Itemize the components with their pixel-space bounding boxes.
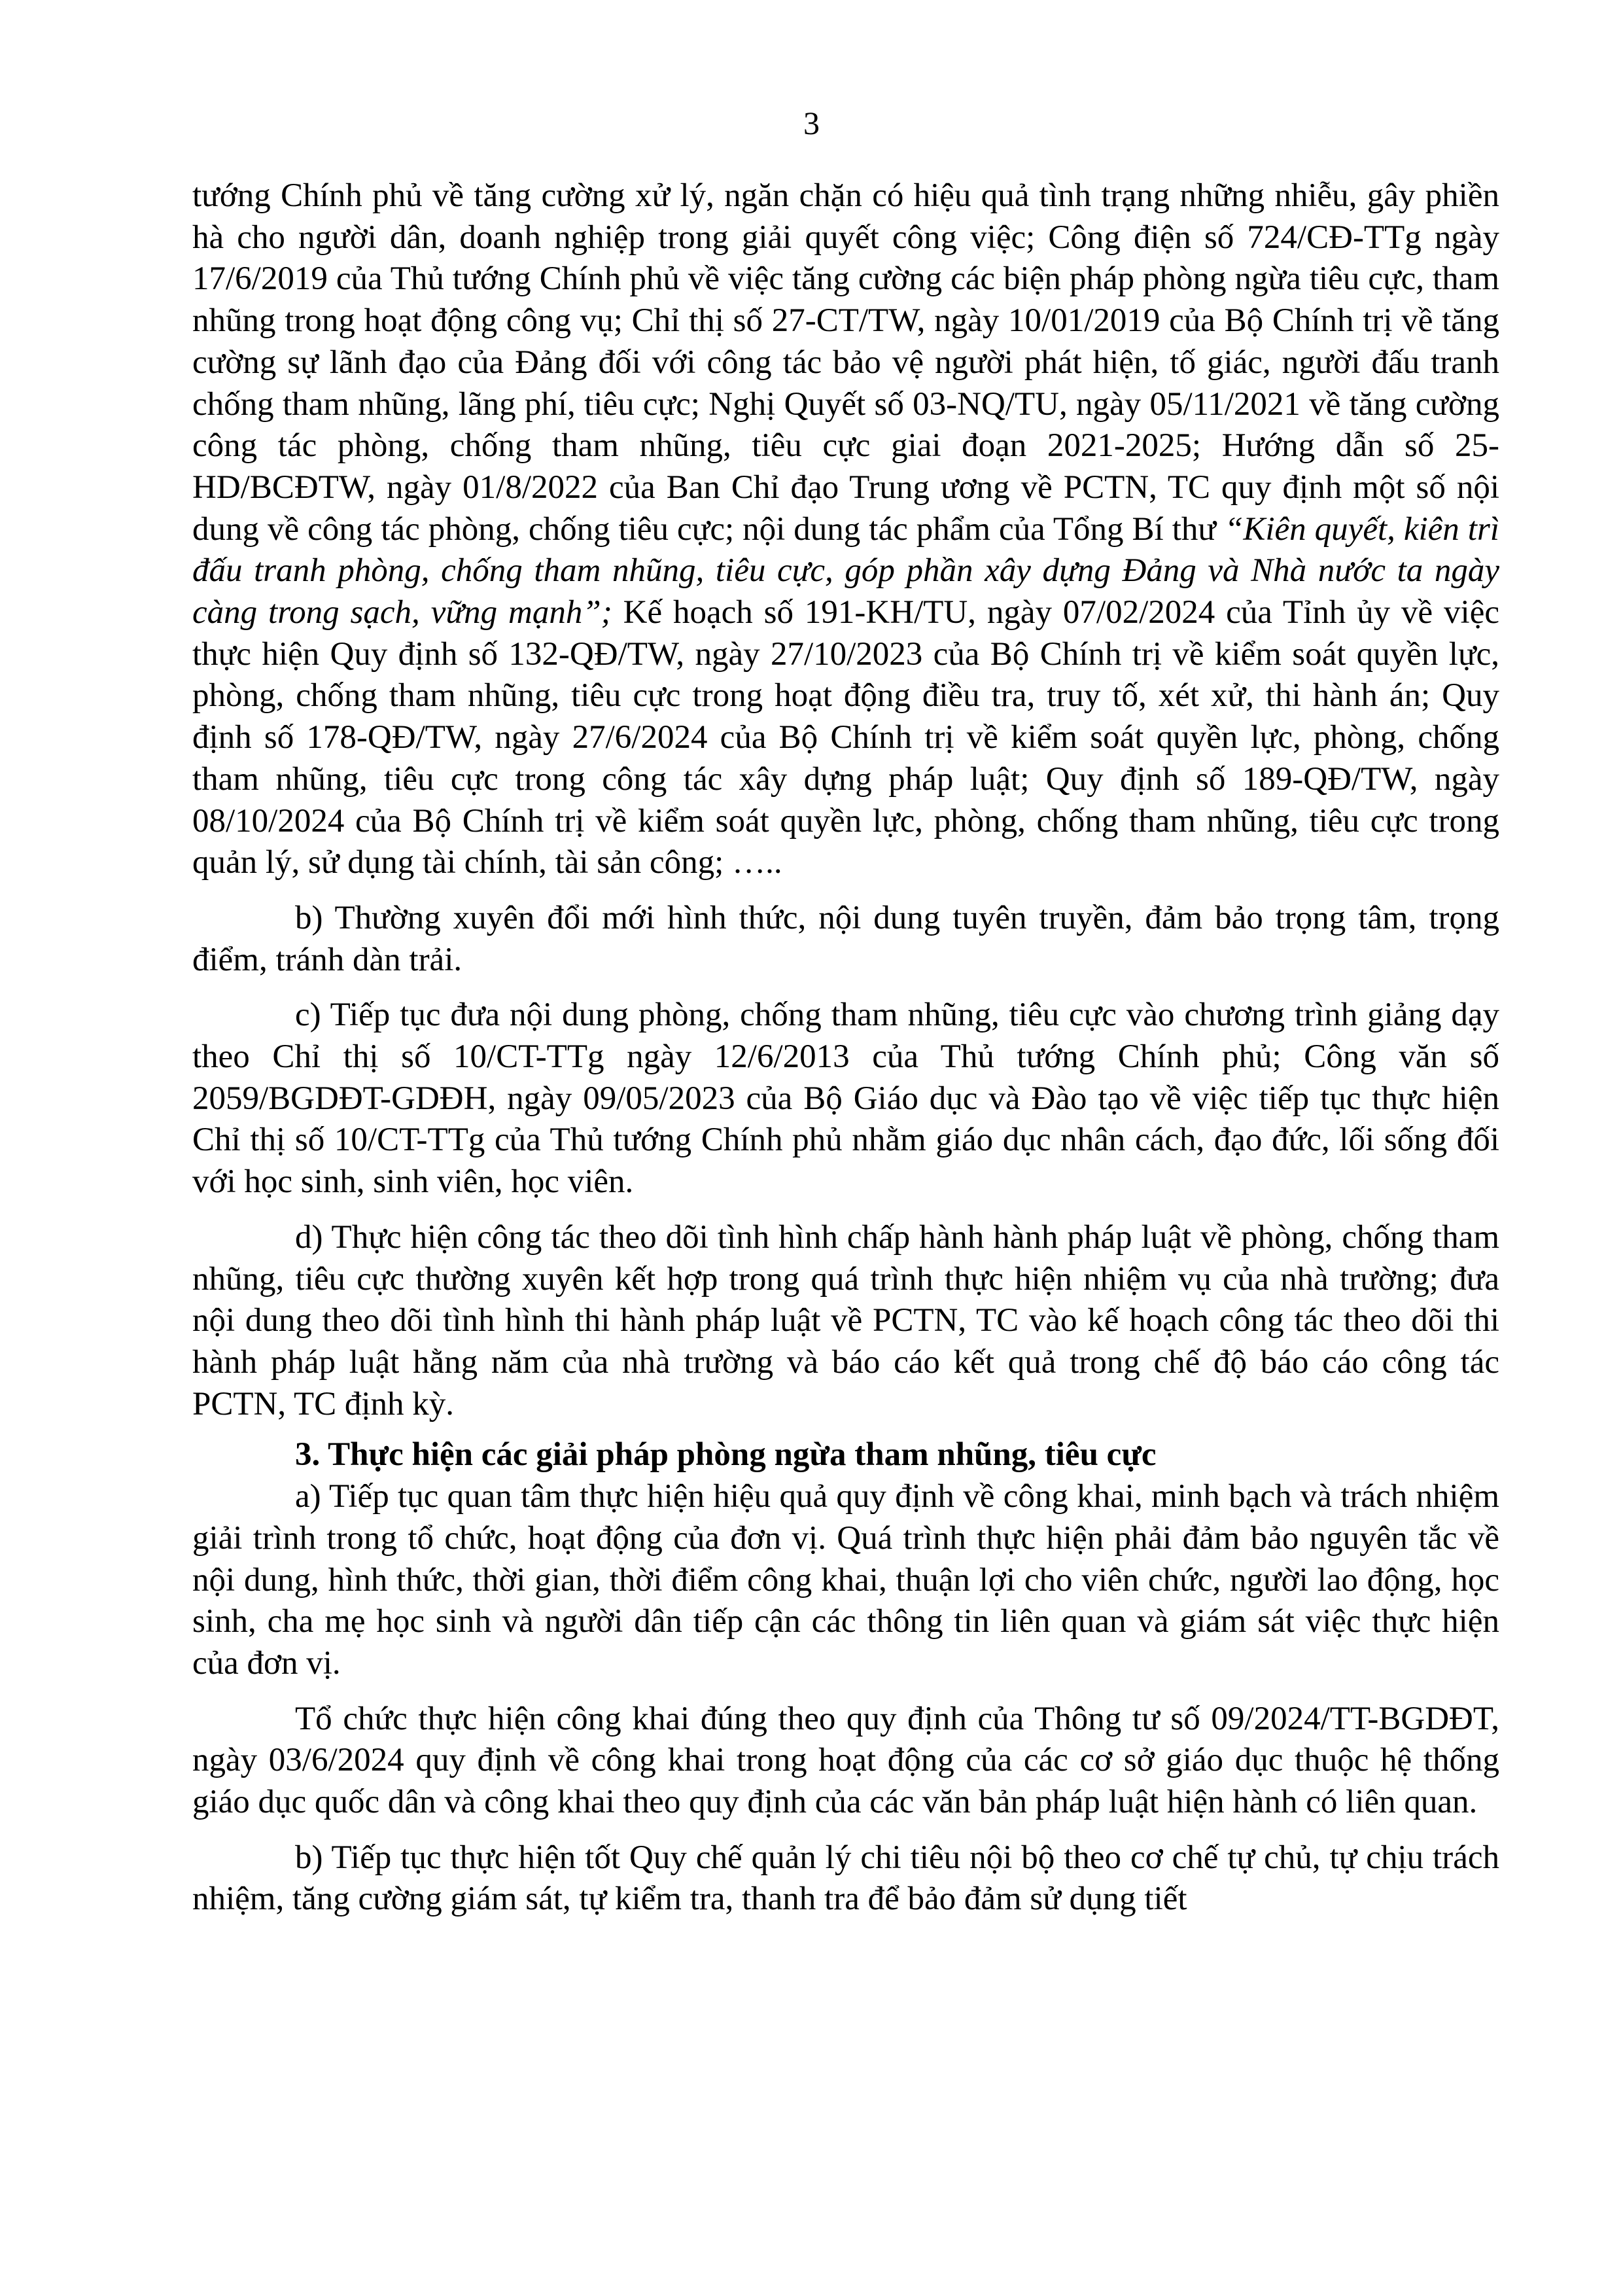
document-body <box>192 175 1499 1920</box>
page-number: 3 <box>803 105 820 141</box>
paragraph-item-c: c) Tiếp tục đưa nội dung phòng, chống tham nhũng, tiêu cực vào chương trình giảng dạy theo Chỉ thị số 10/CT-TTg ngày 12/6/2013 của Thủ tướng Chính phủ; Công văn số 2059/BGDĐT-GDĐH, ngày 09/05/2023 của Bộ Giáo dục và Đào tạo về việc tiếp tục thực hiện Chỉ thị số 10/CT-TTg của Thủ tướng Chính phủ nhằm giáo dục nhân cách, đạo đức, lối sống đối với học sinh, sinh viên, học viên. <box>192 997 1499 1201</box>
paragraph-text: tướng Chính phủ về tăng cường xử lý, ngăn chặn có hiệu quả tình trạng những nhiễu, gây phiền hà cho người dân, doanh nghiệp trong giải quyết công việc; Công điện số 724/CĐ-TTg ngày 17/6/2019 của Thủ tướng Chính phủ về việc tăng cường các biện pháp phòng ngừa tiêu cực, tham nhũng trong hoạt động công vụ; Chỉ thị số 27-CT/TW, ngày 10/01/2019 của Bộ Chính trị về tăng cường sự lãnh đạo của Đảng đối với công tác bảo vệ người phát hiện, tố giác, người đấu tranh chống tham nhũng, lãng phí, tiêu cực; Nghị Quyết số 03-NQ/TU, ngày 05/11/2021 về tăng cường công tác phòng, chống tham nhũng, tiêu cực giai đoạn 2021-2025; Hướng dẫn số 25-HD/BCĐTW, ngày 01/8/2022 của Ban Chỉ đạo Trung ương về PCTN, TC quy định một số nội dung về công tác phòng, chống tiêu cực; nội dung tác phẩm của Tổng Bí thư <box>192 177 1499 548</box>
section-heading-3: 3. Thực hiện các giải pháp phòng ngừa tham nhũng, tiêu cực <box>295 1436 1157 1474</box>
paragraph-text: Kế hoạch số 191-KH/TU, ngày 07/02/2024 của Tỉnh ủy về việc thực hiện Quy định số 132-QĐ/TW, ngày 27/10/2023 của Bộ Chính trị về kiểm soát quyền lực, phòng, chống tham nhũng, tiêu cực trong hoạt động điều tra, truy tố, xét xử, thi hành án; Quy định số 178-QĐ/TW, ngày 27/6/2024 của Bộ Chính trị về kiểm soát quyền lực, phòng, chống tham nhũng, tiêu cực trong công tác xây dựng pháp luật; Quy định số 189-QĐ/TW, ngày 08/10/2024 của Bộ Chính trị về kiểm soát quyền lực, phòng, chống tham nhũng, tiêu cực trong quản lý, sử dụng tài chính, tài sản công; ….. <box>192 594 1499 881</box>
paragraph-item-d: d) Thực hiện công tác theo dõi tình hình chấp hành hành pháp luật về phòng, chống tham nhũng, tiêu cực thường xuyên kết hợp trong quá trình thực hiện nhiệm vụ của nhà trường; đưa nội dung theo dõi tình hình thi hành pháp luật về PCTN, TC vào kế hoạch công tác theo dõi thi hành pháp luật hằng năm của nhà trường và báo cáo kết quả trong chế độ báo cáo công tác PCTN, TC định kỳ. <box>192 1218 1499 1422</box>
paragraph-item-a: a) Tiếp tục quan tâm thực hiện hiệu quả quy định về công khai, minh bạch và trách nhiệm giải trình trong tổ chức, hoạt động của đơn vị. Quá trình thực hiện phải đảm bảo nguyên tắc về nội dung, hình thức, thời gian, thời điểm công khai, thuận lợi cho viên chức, người lao động, học sinh, cha mẹ học sinh và người dân tiếp cận các thông tin liên quan và giám sát việc thực hiện của đơn vị. <box>192 1478 1499 1682</box>
italic-quote: “Kiên quyết, kiên trì đấu tranh phòng, chống tham nhũng, tiêu cực, góp phần xây dựng Đảng và Nhà nước ta ngày càng trong sạch, vững mạnh”; <box>192 510 1499 631</box>
paragraph-legal-references <box>192 175 1499 884</box>
paragraph-public-disclosure: Tổ chức thực hiện công khai đúng theo quy định của Thông tư số 09/2024/TT-BGDĐT, ngày 03/6/2024 quy định về công khai trong hoạt động của các cơ sở giáo dục thuộc hệ thống giáo dục quốc dân và công khai theo quy định của các văn bản pháp luật hiện hành có liên quan. <box>192 1700 1499 1821</box>
paragraph-item-b: b) Thường xuyên đổi mới hình thức, nội dung tuyên truyền, đảm bảo trọng tâm, trọng điểm, tránh dàn trải. <box>192 899 1499 978</box>
paragraph-item-b-spending: b) Tiếp tục thực hiện tốt Quy chế quản lý chi tiêu nội bộ theo cơ chế tự chủ, tự chịu trách nhiệm, tăng cường giám sát, tự kiểm tra, thanh tra để bảo đảm sử dụng tiết <box>192 1839 1499 1918</box>
